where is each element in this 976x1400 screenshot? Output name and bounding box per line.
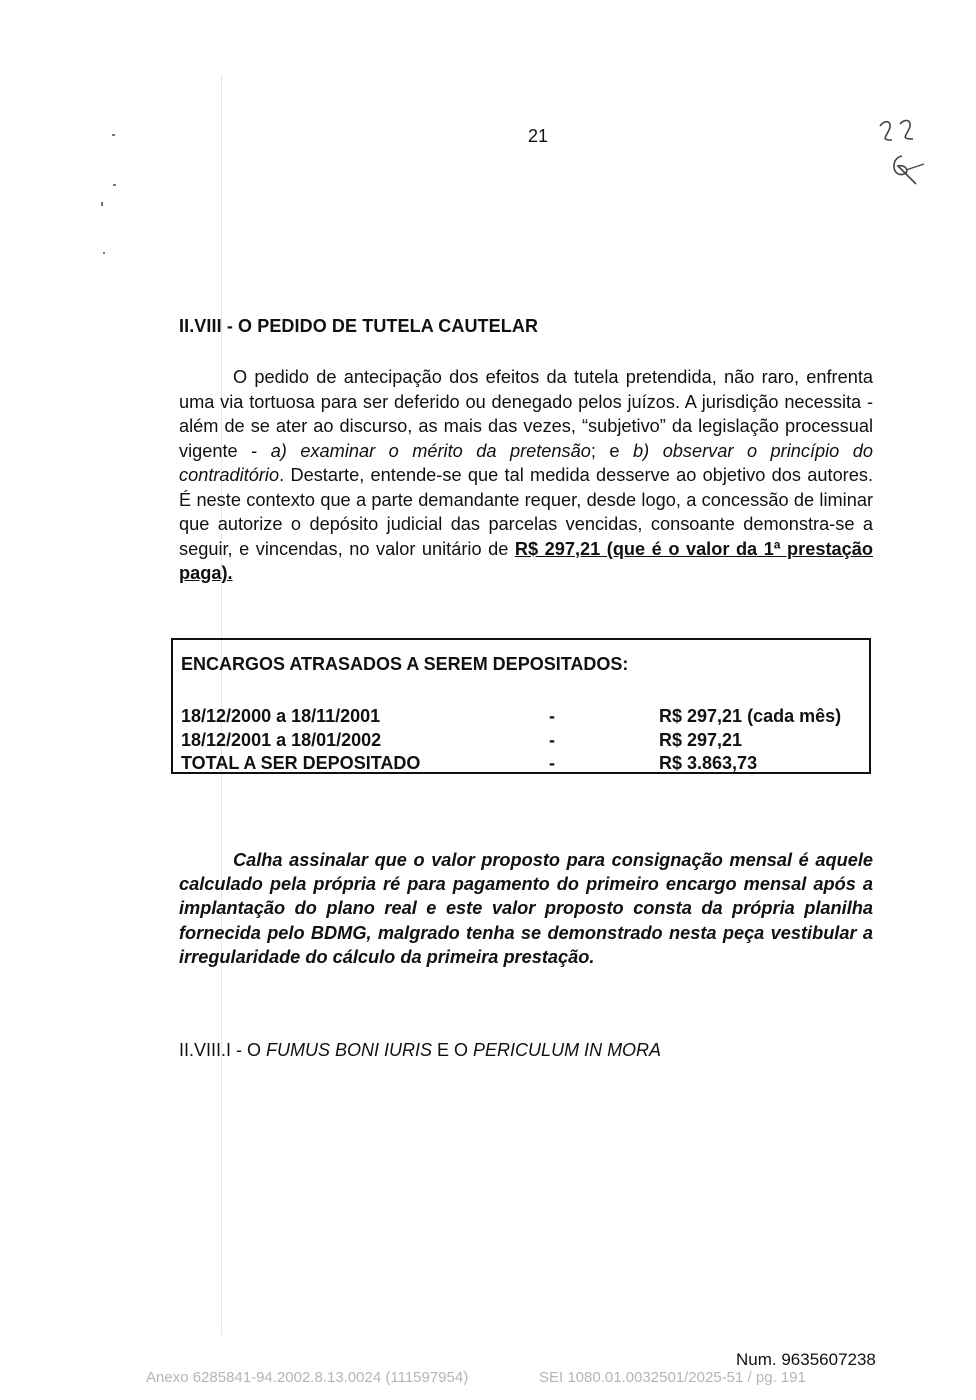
separator-cell: -	[549, 753, 555, 773]
item-a: a) examinar o mérito da pretensão	[270, 440, 591, 461]
value-cell: R$ 297,21	[659, 730, 743, 750]
subheading-connector: E O	[432, 1040, 474, 1060]
deposit-table	[171, 638, 871, 774]
document-number: Num. 9635607238	[736, 1350, 876, 1369]
subheading-term-1: FUMUS BONI IURIS	[266, 1040, 433, 1060]
note-paragraph	[179, 848, 873, 969]
table-row	[181, 730, 871, 754]
handwritten-initials-icon	[872, 112, 932, 192]
period-cell: 18/12/2001 a 18/01/2002	[181, 730, 382, 750]
table-row	[181, 753, 871, 777]
page-number: 21	[527, 126, 549, 146]
payment-highlight: R$ 297,21 (que é o valor da 1ª prestação paga).	[179, 538, 873, 583]
paragraph-text: . Destarte, entende-se que tal medida desserve ao objetivo dos autores. É neste contexto que a parte demandante requer, desde logo, a concessão de liminar que autorize o depósito judicial das parcelas vencidas, consoante demonstra-se a seguir, e vincendas, no valor unitário de	[179, 465, 873, 559]
scan-speck	[103, 252, 105, 254]
total-label-cell: TOTAL A SER DEPOSITADO	[181, 753, 421, 773]
separator-cell: -	[549, 706, 555, 726]
section-heading: II.VIII - O PEDIDO DE TUTELA CAUTELAR	[179, 316, 539, 336]
scan-speck	[112, 134, 115, 136]
sei-reference: SEI 1080.01.0032501/2025-51 / pg. 191	[539, 1369, 806, 1386]
separator-cell: -	[549, 730, 555, 750]
total-value-cell: R$ 3.863,73	[659, 753, 758, 773]
body-paragraph	[179, 365, 873, 586]
paragraph-text: O pedido de antecipação dos efeitos da tutela pretendida, não raro, enfrenta uma via tortuosa para ser deferido ou denegado pelos juízos. A jurisdição necessita - além de se ater ao discurso, as mais das vezes, “subjetivo” da legislação processual vigente -	[179, 367, 873, 461]
scan-speck	[113, 184, 116, 186]
scan-speck	[101, 202, 103, 206]
value-cell: R$ 297,21 (cada mês)	[659, 706, 842, 726]
subheading-prefix: II.VIII.I - O	[179, 1040, 267, 1060]
deposit-table-title: ENCARGOS ATRASADOS A SEREM DEPOSITADOS:	[181, 654, 629, 674]
note-text: Calha assinalar que o valor proposto para consignação mensal é aquele calculado pela própria ré para pagamento do primeiro encargo mensal após a implantação do plano real e este valor proposto consta da própria planilha fornecida pelo BDMG, malgrado tenha se demonstrado nesta peça vestibular a irregularidade do cálculo da primeira prestação.	[179, 850, 873, 967]
table-row	[181, 706, 871, 730]
annex-reference: Anexo 6285841-94.2002.8.13.0024 (111597954)	[146, 1369, 469, 1386]
period-cell: 18/12/2000 a 18/11/2001	[181, 706, 381, 726]
paragraph-text: ; e	[590, 440, 634, 461]
item-b: b) observar o princípio do contraditório	[179, 440, 874, 485]
subheading-term-2: PERICULUM IN MORA	[473, 1040, 662, 1060]
subsection-heading	[179, 1040, 661, 1061]
